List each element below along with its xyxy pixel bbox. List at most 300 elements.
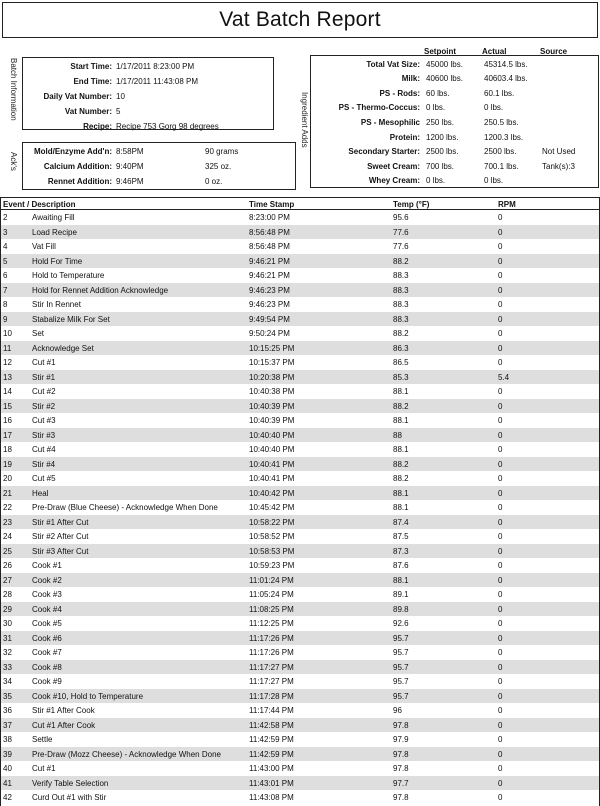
event-rpm: 0: [498, 604, 503, 614]
event-rpm: 0: [498, 735, 503, 744]
event-time-stamp: 10:40:40 PM: [249, 430, 295, 440]
ingredient-header-source: Source: [540, 47, 568, 56]
report-title-box: [2, 2, 598, 38]
event-temp: 88.1: [393, 503, 409, 512]
ingredient-header-actual: Actual: [482, 47, 507, 56]
batch-info-label: Recipe:: [83, 122, 112, 132]
event-rpm: 0: [498, 749, 503, 759]
event-number: 5: [3, 256, 8, 266]
event-description: Stir #1: [32, 372, 56, 382]
batch-info-value: 5: [116, 107, 121, 117]
event-number: 23: [3, 517, 12, 527]
event-description: Cook #3: [32, 590, 62, 599]
event-time-stamp: 8:56:48 PM: [249, 242, 290, 251]
event-time-stamp: 8:23:00 PM: [249, 213, 290, 222]
event-description: Settle: [32, 735, 53, 744]
event-rpm: 0: [498, 430, 503, 440]
event-number: 11: [3, 343, 12, 353]
event-number: 30: [3, 619, 12, 628]
event-time-stamp: 11:17:27 PM: [249, 677, 294, 686]
ingredient-actual: 1200.3 lbs.: [484, 132, 524, 142]
event-time-stamp: 11:17:26 PM: [249, 633, 294, 643]
event-number: 28: [3, 590, 12, 599]
table-row: [1, 341, 599, 356]
table-row: [1, 428, 599, 443]
event-description: Cut #4: [32, 445, 56, 454]
ack-amount: 0 oz.: [205, 176, 223, 186]
event-temp: 97.7: [393, 778, 409, 788]
event-temp: 89.8: [393, 604, 409, 614]
table-row: [1, 689, 599, 704]
event-description: Stir #2 After Cut: [32, 532, 89, 541]
event-temp: 86.5: [393, 358, 409, 367]
event-time-stamp: 10:15:25 PM: [249, 343, 295, 353]
event-description: Stir #3 After Cut: [32, 546, 89, 556]
event-rpm: 0: [498, 256, 503, 266]
event-temp: 97.9: [393, 735, 409, 744]
event-temp: 87.3: [393, 546, 409, 556]
event-rpm: 0: [498, 213, 503, 222]
event-number: 7: [3, 285, 8, 295]
event-description: Stir #1 After Cut: [32, 517, 89, 527]
table-row: [1, 515, 599, 530]
event-time-stamp: 10:40:41 PM: [249, 459, 295, 469]
ack-time: 8:58PM: [116, 146, 144, 156]
table-row: [1, 442, 599, 457]
event-time-stamp: 11:12:25 PM: [249, 619, 294, 628]
event-temp: 95.7: [393, 633, 409, 643]
table-row: [1, 761, 599, 776]
event-description: Cut #2: [32, 387, 56, 396]
ack-time: 9:40PM: [116, 161, 144, 171]
event-rpm: 0: [498, 488, 503, 498]
table-row: [1, 732, 599, 747]
event-rpm: 0: [498, 474, 503, 483]
event-temp: 96: [393, 706, 402, 715]
ingredient-actual: 60.1 lbs.: [484, 88, 515, 98]
ingredient-actual: 0 lbs.: [484, 176, 504, 186]
event-temp: 88.3: [393, 285, 409, 295]
ingredient-label: Secondary Starter:: [348, 147, 420, 157]
ingredient-label: PS - Thermo-Coccus:: [338, 103, 420, 113]
event-rpm: 0: [498, 358, 503, 367]
event-time-stamp: 11:05:24 PM: [249, 590, 294, 599]
event-time-stamp: 9:46:23 PM: [249, 300, 290, 309]
ingredient-setpoint: 45000 lbs.: [426, 59, 463, 69]
event-temp: 87.4: [393, 517, 409, 527]
event-number: 20: [3, 474, 12, 483]
batch-info-label: Start Time:: [70, 61, 112, 71]
event-description: Acknowledge Set: [32, 343, 94, 353]
event-number: 4: [3, 242, 8, 251]
event-rpm: 0: [498, 590, 503, 599]
event-description: Cut #3: [32, 416, 56, 425]
ack-amount: 325 oz.: [205, 161, 232, 171]
event-description: Cook #8: [32, 662, 62, 672]
table-row: [1, 355, 599, 370]
event-number: 13: [3, 372, 12, 382]
ingredient-header-setpoint: Setpoint: [424, 47, 456, 56]
table-row: [1, 399, 599, 414]
event-temp: 88.2: [393, 401, 409, 411]
table-row: [1, 776, 599, 791]
event-rpm: 0: [498, 648, 503, 657]
event-rpm: 0: [498, 445, 503, 454]
event-rpm: 0: [498, 706, 503, 715]
event-rpm: 0: [498, 662, 503, 672]
event-temp: 87.6: [393, 561, 409, 570]
event-temp: 92.6: [393, 619, 409, 628]
ack-time: 9:46PM: [116, 176, 144, 186]
event-time-stamp: 10:58:52 PM: [249, 532, 295, 541]
event-rpm: 0: [498, 329, 503, 338]
events-table-header: [1, 198, 599, 210]
ingredient-label: PS - Mesophilic: [360, 117, 420, 127]
table-row: [1, 210, 599, 225]
table-row: [1, 471, 599, 486]
event-time-stamp: 9:50:24 PM: [249, 329, 290, 338]
event-number: 37: [3, 720, 12, 730]
event-time-stamp: 11:17:28 PM: [249, 691, 294, 701]
event-number: 29: [3, 604, 12, 614]
table-row: [1, 239, 599, 254]
event-temp: 88: [393, 430, 402, 440]
event-temp: 88.3: [393, 300, 409, 309]
ack-amount: 90 grams: [205, 146, 239, 156]
acks-side-label: Ack's: [9, 152, 18, 171]
event-number: 34: [3, 677, 12, 686]
table-row: [1, 790, 599, 805]
ingredient-actual: 40603.4 lbs.: [484, 74, 528, 84]
event-rpm: 0: [498, 778, 503, 788]
header-event-description: Event / Description: [3, 200, 76, 209]
ingredient-setpoint: 250 lbs.: [426, 117, 455, 127]
event-temp: 95.7: [393, 677, 409, 686]
event-time-stamp: 11:43:01 PM: [249, 778, 294, 788]
table-row: [1, 529, 599, 544]
event-number: 12: [3, 358, 12, 367]
event-temp: 88.3: [393, 271, 409, 280]
event-time-stamp: 10:40:39 PM: [249, 401, 295, 411]
table-row: [1, 225, 599, 240]
event-number: 24: [3, 532, 12, 541]
event-number: 19: [3, 459, 12, 469]
event-number: 36: [3, 706, 12, 715]
event-description: Verify Table Selection: [32, 778, 109, 788]
event-time-stamp: 10:15:37 PM: [249, 358, 295, 367]
table-row: [1, 674, 599, 689]
batch-info-value: 1/17/2011 11:43:08 PM: [116, 76, 198, 86]
event-rpm: 0: [498, 575, 503, 585]
event-description: Cut #1: [32, 764, 56, 773]
table-row: [1, 587, 599, 602]
ingredient-setpoint: 0 lbs.: [426, 176, 446, 186]
ingredient-setpoint: 2500 lbs.: [426, 147, 459, 157]
ingredient-actual: 45314.5 lbs.: [484, 59, 528, 69]
event-temp: 97.8: [393, 793, 409, 802]
ack-label: Calcium Addition:: [43, 161, 112, 171]
event-description: Pre-Draw (Blue Cheese) - Acknowledge When Done: [32, 503, 218, 512]
event-temp: 77.6: [393, 227, 409, 237]
event-temp: 95.7: [393, 662, 409, 672]
ingredient-actual: 2500 lbs.: [484, 147, 517, 157]
event-time-stamp: 11:17:44 PM: [249, 706, 294, 715]
event-description: Stir #4: [32, 459, 56, 469]
event-temp: 88.1: [393, 488, 409, 498]
batch-info-value: Recipe 753 Gorg 98 degrees: [116, 122, 219, 132]
table-row: [1, 602, 599, 617]
event-temp: 88.1: [393, 416, 409, 425]
table-row: [1, 500, 599, 515]
event-time-stamp: 10:45:42 PM: [249, 503, 295, 512]
ingredient-source: Tank(s):3: [542, 161, 575, 171]
event-time-stamp: 9:46:21 PM: [249, 256, 290, 266]
event-time-stamp: 10:40:38 PM: [249, 387, 295, 396]
ingredient-setpoint: 0 lbs.: [426, 103, 446, 113]
header-rpm: RPM: [498, 200, 516, 209]
table-row: [1, 312, 599, 327]
event-number: 25: [3, 546, 12, 556]
table-row: [1, 558, 599, 573]
event-number: 38: [3, 735, 12, 744]
event-number: 27: [3, 575, 12, 585]
event-temp: 88.2: [393, 474, 409, 483]
event-temp: 88.1: [393, 387, 409, 396]
event-description: Curd Out #1 with Stir: [32, 793, 107, 802]
ingredient-label: Sweet Cream:: [367, 161, 420, 171]
event-number: 35: [3, 691, 12, 701]
event-description: Stir #2: [32, 401, 56, 411]
event-time-stamp: 11:42:59 PM: [249, 749, 294, 759]
event-temp: 87.5: [393, 532, 409, 541]
event-temp: 89.1: [393, 590, 409, 599]
event-number: 42: [3, 793, 12, 802]
event-description: Cut #1: [32, 358, 56, 367]
table-row: [1, 413, 599, 428]
event-number: 6: [3, 271, 8, 280]
event-time-stamp: 10:40:42 PM: [249, 488, 295, 498]
event-temp: 77.6: [393, 242, 409, 251]
event-description: Vat Fill: [32, 242, 56, 251]
event-rpm: 0: [498, 300, 503, 309]
event-number: 39: [3, 749, 12, 759]
event-number: 40: [3, 764, 12, 773]
report-title: Vat Batch Report: [219, 8, 381, 31]
event-description: Pre-Draw (Mozz Cheese) - Acknowledge When Done: [32, 749, 221, 759]
ingredient-actual: 700.1 lbs.: [484, 161, 519, 171]
event-number: 2: [3, 213, 8, 222]
event-description: Hold For Time: [32, 256, 83, 266]
event-number: 26: [3, 561, 12, 570]
event-description: Cook #5: [32, 619, 62, 628]
event-rpm: 0: [498, 677, 503, 686]
event-description: Cut #5: [32, 474, 56, 483]
event-rpm: 0: [498, 720, 503, 730]
event-rpm: 0: [498, 314, 503, 324]
table-row: [1, 616, 599, 631]
event-description: Hold for Rennet Addition Acknowledge: [32, 285, 169, 295]
event-temp: 88.2: [393, 256, 409, 266]
event-description: Load Recipe: [32, 227, 77, 237]
event-temp: 95.7: [393, 648, 409, 657]
event-temp: 97.8: [393, 749, 409, 759]
event-time-stamp: 9:49:54 PM: [249, 314, 290, 324]
event-rpm: 0: [498, 459, 503, 469]
batch-info-label: Vat Number:: [64, 107, 112, 117]
table-row: [1, 645, 599, 660]
table-row: [1, 544, 599, 559]
event-description: Stir #3: [32, 430, 56, 440]
header-time-stamp: Time Stamp: [249, 200, 295, 209]
ingredient-setpoint: 1200 lbs.: [426, 132, 459, 142]
event-time-stamp: 11:01:24 PM: [249, 575, 294, 585]
event-time-stamp: 9:46:21 PM: [249, 271, 290, 280]
event-description: Cut #1 After Cook: [32, 720, 96, 730]
event-description: Stir #1 After Cook: [32, 706, 95, 715]
table-row: [1, 370, 599, 385]
event-rpm: 0: [498, 561, 503, 570]
event-temp: 97.8: [393, 720, 409, 730]
batch-info-label: End Time:: [73, 76, 112, 86]
event-temp: 88.2: [393, 459, 409, 469]
table-row: [1, 718, 599, 733]
event-time-stamp: 9:46:23 PM: [249, 285, 290, 295]
table-row: [1, 486, 599, 501]
ingredient-actual: 0 lbs.: [484, 103, 504, 113]
event-number: 17: [3, 430, 12, 440]
event-description: Awaiting Fill: [32, 213, 75, 222]
event-description: Hold to Temperature: [32, 271, 105, 280]
event-time-stamp: 11:43:00 PM: [249, 764, 294, 773]
table-row: [1, 660, 599, 675]
ingredient-actual: 250.5 lbs.: [484, 117, 519, 127]
event-rpm: 0: [498, 793, 503, 802]
event-number: 3: [3, 227, 8, 237]
event-rpm: 0: [498, 517, 503, 527]
event-number: 32: [3, 648, 12, 657]
event-temp: 95.7: [393, 691, 409, 701]
table-row: [1, 573, 599, 588]
event-time-stamp: 10:58:53 PM: [249, 546, 295, 556]
event-number: 21: [3, 488, 12, 498]
event-number: 9: [3, 314, 8, 324]
event-rpm: 0: [498, 242, 503, 251]
ingredient-label: PS - Rods:: [379, 88, 420, 98]
event-number: 31: [3, 633, 12, 643]
event-number: 14: [3, 387, 12, 396]
event-description: Cook #7: [32, 648, 62, 657]
batch-information-side-label: Batch Information: [9, 58, 18, 121]
header-temp: Temp (°F): [393, 200, 430, 209]
event-rpm: 0: [498, 387, 503, 396]
ack-label: Mold/Enzyme Add'n:: [33, 146, 112, 156]
event-time-stamp: 10:40:40 PM: [249, 445, 295, 454]
ingredient-label: Protein:: [389, 132, 420, 142]
event-temp: 95.6: [393, 213, 409, 222]
table-row: [1, 268, 599, 283]
event-number: 22: [3, 503, 12, 512]
event-number: 33: [3, 662, 12, 672]
event-description: Cook #1: [32, 561, 62, 570]
event-temp: 97.8: [393, 764, 409, 773]
event-description: Stabalize Milk For Set: [32, 314, 110, 324]
table-row: [1, 457, 599, 472]
event-description: Set: [32, 329, 45, 338]
event-description: Cook #9: [32, 677, 62, 686]
event-temp: 88.3: [393, 314, 409, 324]
event-description: Cook #6: [32, 633, 62, 643]
event-number: 15: [3, 401, 12, 411]
event-time-stamp: 11:43:08 PM: [249, 793, 294, 802]
event-time-stamp: 11:17:26 PM: [249, 648, 294, 657]
event-temp: 85.3: [393, 372, 409, 382]
event-temp: 88.1: [393, 445, 409, 454]
event-rpm: 0: [498, 691, 503, 701]
table-row: [1, 631, 599, 646]
event-time-stamp: 11:08:25 PM: [249, 604, 294, 614]
event-time-stamp: 10:40:39 PM: [249, 416, 295, 425]
event-time-stamp: 11:42:58 PM: [249, 720, 294, 730]
batch-info-value: 1/17/2011 8:23:00 PM: [116, 61, 195, 71]
event-temp: 86.3: [393, 343, 409, 353]
event-number: 8: [3, 300, 8, 309]
event-time-stamp: 10:58:22 PM: [249, 517, 295, 527]
batch-info-value: 10: [116, 91, 125, 101]
batch-info-label: Daily Vat Number:: [43, 91, 112, 101]
event-rpm: 0: [498, 227, 503, 237]
event-rpm: 0: [498, 343, 503, 353]
event-time-stamp: 10:59:23 PM: [249, 561, 295, 570]
event-rpm: 0: [498, 546, 503, 556]
event-rpm: 0: [498, 271, 503, 280]
event-number: 18: [3, 445, 12, 454]
events-table-body: [1, 210, 599, 805]
ingredient-label: Whey Cream:: [368, 176, 420, 186]
table-row: [1, 254, 599, 269]
event-rpm: 0: [498, 285, 503, 295]
event-description: Stir In Rennet: [32, 300, 81, 309]
event-rpm: 0: [498, 764, 503, 773]
table-row: [1, 326, 599, 341]
event-time-stamp: 11:42:59 PM: [249, 735, 294, 744]
event-rpm: 0: [498, 416, 503, 425]
event-rpm: 0: [498, 633, 503, 643]
ingredient-source: Not Used: [542, 147, 576, 157]
event-number: 16: [3, 416, 12, 425]
ingredient-label: Total Vat Size:: [366, 59, 420, 69]
table-row: [1, 283, 599, 298]
event-time-stamp: 11:17:27 PM: [249, 662, 294, 672]
event-rpm: 0: [498, 532, 503, 541]
ingredient-adds-side-label: Ingredient Adds: [300, 92, 309, 148]
event-time-stamp: 10:20:38 PM: [249, 372, 295, 382]
event-temp: 88.2: [393, 329, 409, 338]
ingredient-setpoint: 60 lbs.: [426, 88, 450, 98]
table-row: [1, 384, 599, 399]
event-description: Heal: [32, 488, 49, 498]
event-description: Cook #10, Hold to Temperature: [32, 691, 144, 701]
ack-label: Rennet Addition:: [47, 176, 112, 186]
event-rpm: 5.4: [498, 372, 510, 382]
event-number: 41: [3, 778, 12, 788]
table-row: [1, 297, 599, 312]
event-rpm: 0: [498, 401, 503, 411]
ingredient-setpoint: 40600 lbs.: [426, 74, 463, 84]
event-number: 10: [3, 329, 12, 338]
event-description: Cook #2: [32, 575, 62, 585]
table-row: [1, 747, 599, 762]
event-temp: 88.1: [393, 575, 409, 585]
